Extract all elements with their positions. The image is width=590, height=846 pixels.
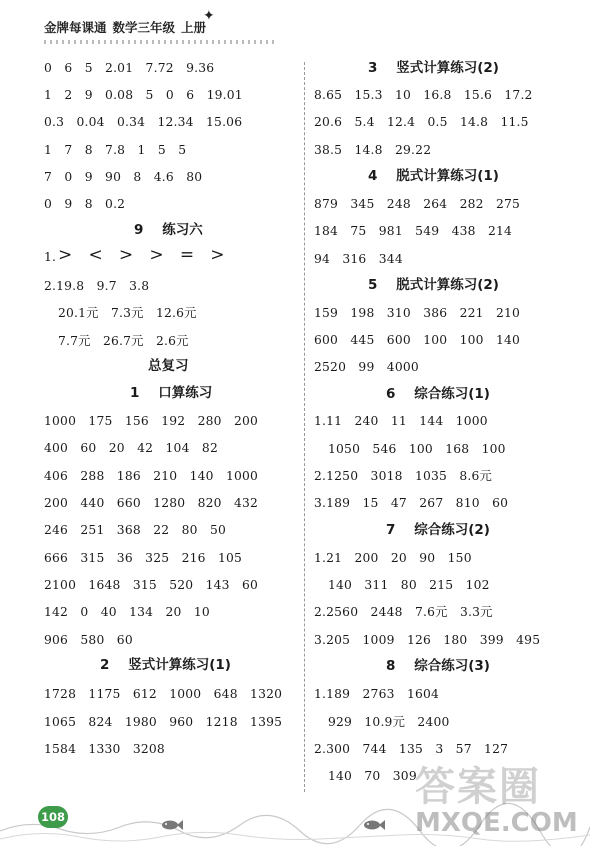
answer-line: 2520 99 4000 [314, 360, 419, 374]
section-title: 7 综合练习(2) [386, 522, 490, 538]
volume-label: 上册 [181, 20, 207, 35]
answer-line: 7.7元 26.7元 2.6元 [58, 334, 189, 348]
section-title: 4 脱式计算练习(1) [368, 168, 499, 184]
answer-line: 0 6 5 2.01 7.72 9.36 [44, 61, 215, 75]
answer-line: 1065 824 1980 960 1218 1395 [44, 715, 283, 729]
answer-line: 0 9 8 0.2 [44, 197, 126, 211]
answer-line: 1 2 9 0.08 5 0 6 19.01 [44, 88, 243, 102]
answer-line: 0.3 0.04 0.34 12.34 15.06 [44, 115, 243, 129]
page-header [44, 18, 206, 36]
answer-line: 2.19.8 9.7 3.8 [44, 279, 150, 293]
answer-line: 184 75 981 549 438 214 [314, 224, 513, 238]
answer-line: 1728 1175 612 1000 648 1320 [44, 687, 283, 701]
star-icon: ✦ [203, 8, 215, 24]
answer-line: 7 0 9 90 8 4.6 80 [44, 170, 203, 184]
watermark-line2: MXQE.COM [415, 808, 578, 838]
answer-line: 140 70 309 [328, 769, 417, 783]
answer-line: 400 60 20 42 104 82 [44, 441, 218, 455]
section-title: 3 竖式计算练习(2) [368, 60, 499, 76]
answer-line: 20.6 5.4 12.4 0.5 14.8 11.5 [314, 115, 529, 129]
watermark-line1: 答案圈 [415, 764, 541, 810]
answer-line: 159 198 310 386 221 210 [314, 306, 521, 320]
answer-line: 1.11 240 11 144 1000 [314, 414, 488, 428]
answer-line: 2.1250 3018 1035 8.6元 [314, 469, 493, 483]
answer-line: 38.5 14.8 29.22 [314, 143, 432, 157]
answer-line: 879 345 248 264 282 275 [314, 197, 521, 211]
answer-line: 94 316 344 [314, 252, 403, 266]
answer-prefix: 1. [44, 250, 57, 264]
answer-line: 906 580 60 [44, 633, 133, 647]
answer-line: 1584 1330 3208 [44, 742, 165, 756]
answer-line: 1.189 2763 1604 [314, 687, 440, 701]
review-title: 总复习 [148, 358, 189, 374]
answer-line: 8.65 15.3 10 16.8 15.6 17.2 [314, 88, 533, 102]
answer-line: 1000 175 156 192 280 200 [44, 414, 259, 428]
book-title: 金牌每课通 [44, 20, 107, 35]
answer-line: 600 445 600 100 100 140 [314, 333, 521, 347]
subject-label: 数学三年级 [112, 20, 176, 35]
watermark [415, 755, 541, 812]
section-title: 1 口算练习 [130, 385, 213, 401]
section-title: 5 脱式计算练习(2) [368, 277, 499, 293]
answer-line: 246 251 368 22 80 50 [44, 523, 226, 537]
answer-line: 406 288 186 210 140 1000 [44, 469, 259, 483]
page-number-badge: 108 [38, 806, 68, 828]
answer-line: 20.1元 7.3元 12.6元 [58, 306, 197, 320]
fish-icon [362, 818, 386, 832]
answer-line: 2100 1648 315 520 143 60 [44, 578, 259, 592]
header-dotted-rule [44, 40, 274, 44]
answer-line: 929 10.9元 2400 [328, 715, 450, 729]
answer-line: 2.300 744 135 3 57 127 [314, 742, 509, 756]
answer-line: 3.189 15 47 267 810 60 [314, 496, 509, 510]
column-divider [304, 62, 305, 792]
answer-line: 1 7 8 7.8 1 5 5 [44, 143, 187, 157]
answer-line: 3.205 1009 126 180 399 495 [314, 633, 541, 647]
section-title: 8 综合练习(3) [386, 658, 490, 674]
answer-line: 200 440 660 1280 820 432 [44, 496, 259, 510]
answer-line: 140 311 80 215 102 [328, 578, 490, 592]
section-title: 9 练习六 [134, 222, 203, 238]
section-title: 2 竖式计算练习(1) [100, 657, 231, 673]
fish-icon [160, 818, 184, 832]
answer-line: 1.21 200 20 90 150 [314, 551, 472, 565]
answer-line: 1050 546 100 168 100 [328, 442, 506, 456]
answer-line: 2.2560 2448 7.6元 3.3元 [314, 605, 493, 619]
comparison-symbols: > < > > = > [58, 245, 225, 265]
section-title: 6 综合练习(1) [386, 386, 490, 402]
answer-line: 142 0 40 134 20 10 [44, 605, 210, 619]
answer-line: 666 315 36 325 216 105 [44, 551, 243, 565]
